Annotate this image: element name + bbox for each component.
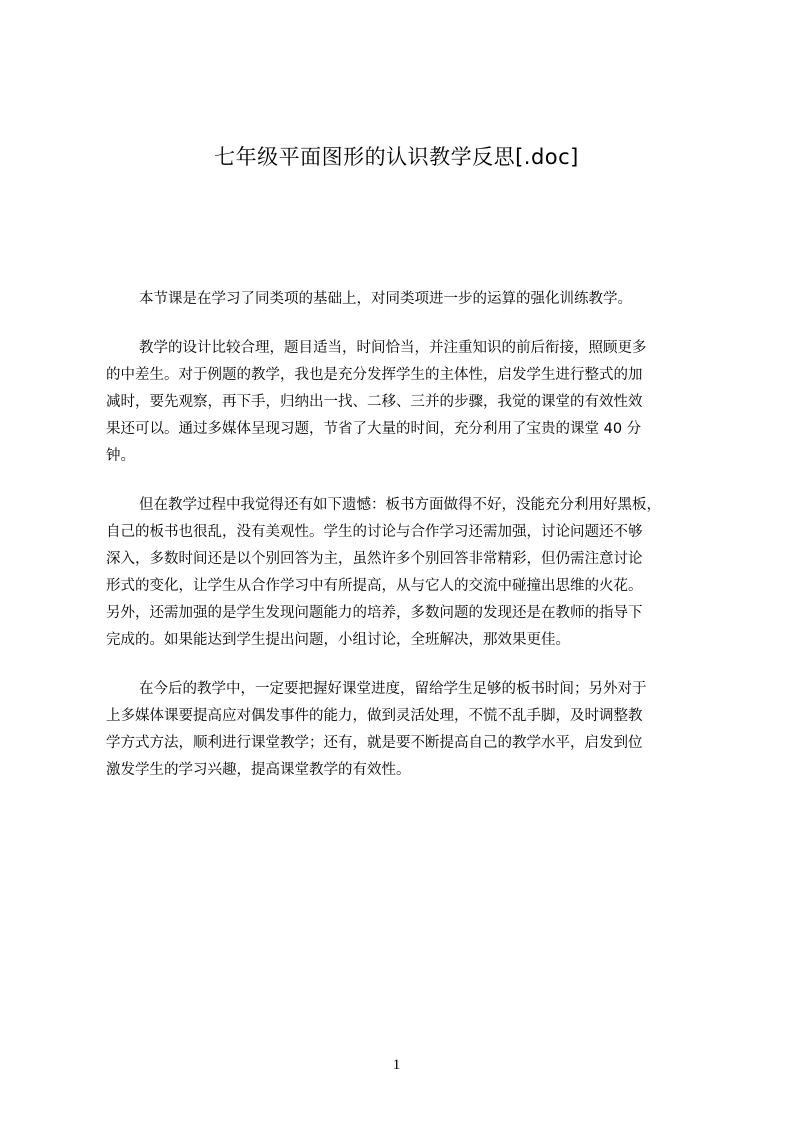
paragraph-intro xyxy=(106,286,702,313)
page-number: 1 xyxy=(392,1057,401,1073)
paragraph-line: 但在教学过程中我觉得还有如下遗憾：板书方面做得不好，没能充分利用好黑板， xyxy=(139,497,661,513)
paragraph-design xyxy=(106,335,702,470)
paragraph-regrets xyxy=(106,492,702,654)
paragraph-line: 自己的板书也很乱，没有美观性。学生的讨论与合作学习还需加强，讨论问题还不够 xyxy=(106,524,643,540)
document-body xyxy=(106,286,702,806)
paragraph-line: 上多媒体课要提高应对偶发事件的能力，做到灵活处理，不慌不乱手脚，及时调整教 xyxy=(106,708,643,724)
paragraph-line: 另外，还需加强的是学生发现问题能力的培养，多数问题的发现还是在教师的指导下 xyxy=(106,605,643,621)
paragraph-line: 学方式方法，顺利进行课堂教学；还有，就是要不断提高自己的教学水平，启发到位 xyxy=(106,735,643,751)
paragraph-line: 完成的。如果能达到学生提出问题，小组讨论，全班解决，那效果更佳。 xyxy=(106,632,570,648)
paragraph-line: 的中差生。对于例题的教学，我也是充分发挥学生的主体性，启发学生进行整式的加 xyxy=(106,367,643,383)
paragraph-line: 果还可以。通过多媒体呈现习题，节省了大量的时间，充分利用了宝贵的课堂 40 分 xyxy=(106,421,642,437)
paragraph-line: 形式的变化，让学生从合作学习中有所提高，从与它人的交流中碰撞出思维的火花。 xyxy=(106,578,643,594)
paragraph-line: 减时，要先观察，再下手，归纳出一找、二移、三并的步骤，我觉的课堂的有效性效 xyxy=(106,394,643,410)
paragraph-future xyxy=(106,676,702,784)
paragraph-line: 本节课是在学习了同类项的基础上，对同类项进一步的运算的强化训练教学。 xyxy=(139,291,632,307)
paragraph-line: 钟。 xyxy=(106,448,135,464)
document-title: 七年级平面图形的认识教学反思[.doc] xyxy=(214,145,579,169)
paragraph-line: 教学的设计比较合理，题目适当，时间恰当，并注重知识的前后衔接，照顾更多 xyxy=(139,340,647,356)
paragraph-line: 激发学生的学习兴趣，提高课堂教学的有效性。 xyxy=(106,762,411,778)
paragraph-line: 深入，多数时间还是以个别回答为主，虽然许多个别回答非常精彩，但仍需注意讨论 xyxy=(106,551,643,567)
paragraph-line: 在今后的教学中，一定要把握好课堂进度，留给学生足够的板书时间；另外对于 xyxy=(139,681,647,697)
